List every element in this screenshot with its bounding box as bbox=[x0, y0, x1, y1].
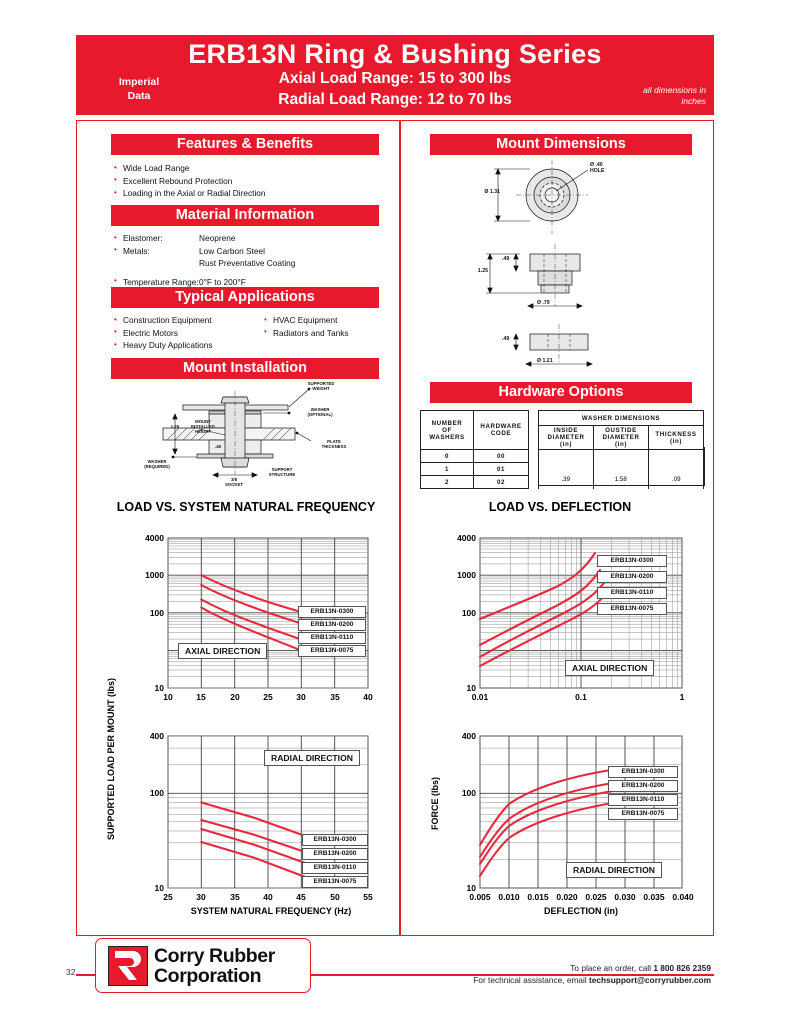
units-note-line1: all dimensions in bbox=[643, 85, 706, 95]
material-key: • Temperature Range: bbox=[113, 276, 199, 289]
legend-item: ERB13N-0300 bbox=[298, 606, 366, 618]
hardware-options-heading: Hardware Options bbox=[498, 384, 624, 400]
yaxis-label-force: FORCE (lbs) bbox=[430, 777, 440, 830]
header-washer-dimensions: WASHER DIMENSIONS bbox=[539, 411, 704, 426]
features-heading: Features & Benefits bbox=[176, 136, 314, 152]
chart-radial-deflection bbox=[432, 728, 712, 928]
xtick-2: 0.015 bbox=[527, 892, 549, 902]
direction-label-radial: RADIAL DIRECTION bbox=[264, 750, 360, 766]
table-gap bbox=[529, 450, 539, 463]
legend-item: ERB13N-0300 bbox=[597, 555, 667, 567]
xtick-20: 20 bbox=[230, 692, 240, 702]
socket-label: 3/8 SOCKET bbox=[225, 477, 243, 487]
table-gap bbox=[529, 463, 539, 476]
header-number-of-washers: NUMBER OF WASHERS bbox=[421, 411, 474, 450]
direction-label-axial: AXIAL DIRECTION bbox=[565, 660, 654, 676]
cell-washers: 1 bbox=[421, 463, 474, 476]
xtick-4: 0.025 bbox=[585, 892, 607, 902]
xtick-30: 30 bbox=[196, 892, 206, 902]
applications-column-2 bbox=[263, 314, 383, 352]
support-line bbox=[473, 974, 711, 986]
header-inside-diameter: INSIDE DIAMETER (in) bbox=[539, 426, 594, 450]
chart-radial-frequency bbox=[96, 728, 396, 928]
support-email: techsupport@corryrubber.com bbox=[589, 975, 711, 985]
logo-glyph-icon bbox=[109, 947, 146, 984]
mount-installation-heading: Mount Installation bbox=[182, 360, 308, 376]
value-thickness: .09 bbox=[649, 447, 705, 486]
xtick-15: 15 bbox=[196, 692, 206, 702]
support-text: For technical assistance, email bbox=[473, 975, 590, 985]
cap-thickness-dimension: .49 bbox=[502, 256, 510, 262]
ytick-10: 10 bbox=[466, 883, 476, 893]
list-item: • HVAC Equipment bbox=[263, 314, 383, 327]
features-heading-bar bbox=[111, 134, 379, 155]
xtick-35: 35 bbox=[230, 892, 240, 902]
applications-list bbox=[113, 314, 383, 352]
order-phone: 1 800 826 2359 bbox=[653, 963, 711, 973]
xtick-1: 1 bbox=[679, 692, 685, 702]
top-view-diameter: Ø 1.31 bbox=[484, 189, 500, 195]
material-key: • Metals: bbox=[113, 245, 199, 258]
hex-size-value: .46 bbox=[215, 444, 221, 449]
page-title: ERB13N Ring & Bushing Series bbox=[188, 39, 602, 69]
features-list bbox=[113, 162, 383, 200]
axial-load-range: Axial Load Range: 15 to 300 lbs bbox=[278, 70, 512, 87]
ytick-100: 100 bbox=[149, 608, 164, 618]
units-note-line2: inches bbox=[681, 96, 706, 106]
mount-installation-heading-bar bbox=[111, 358, 379, 379]
xtick-7: 0.040 bbox=[672, 892, 694, 902]
supported-weight-label: SUPPORTED WEIGHT bbox=[307, 381, 335, 391]
cell-washers: 0 bbox=[421, 450, 474, 463]
cell-code: 01 bbox=[474, 463, 529, 476]
legend-item: ERB13N-0075 bbox=[608, 808, 678, 820]
header-hardware-code: HARDWARE CODE bbox=[474, 411, 529, 450]
xtick-1: 0.010 bbox=[498, 892, 520, 902]
mount-dimensions-heading: Mount Dimensions bbox=[496, 136, 626, 152]
chart-axial-deflection bbox=[432, 528, 712, 718]
table-gap bbox=[529, 426, 539, 450]
legend-item: ERB13N-0200 bbox=[608, 780, 678, 792]
material-heading-bar bbox=[111, 205, 379, 226]
xtick-50: 50 bbox=[330, 892, 340, 902]
ytick-100: 100 bbox=[149, 788, 164, 798]
ytick-10: 10 bbox=[466, 683, 476, 693]
applications-column-1 bbox=[113, 314, 263, 352]
material-list bbox=[113, 232, 383, 288]
material-value-cont: Rust Preventative Coating bbox=[199, 258, 296, 269]
direction-label-radial: RADIAL DIRECTION bbox=[566, 862, 662, 878]
ytick-100: 100 bbox=[461, 788, 476, 798]
xtick-3: 0.020 bbox=[556, 892, 578, 902]
xaxis-label-frequency: SYSTEM NATURAL FREQUENCY (Hz) bbox=[190, 906, 352, 916]
hardware-options-heading-bar bbox=[430, 382, 692, 403]
bushing-diameter-dimension: Ø .79 bbox=[537, 300, 550, 306]
value-outside-diameter: 1.58 bbox=[594, 447, 650, 486]
material-key-spacer bbox=[113, 257, 199, 270]
washer-required-label: WASHER (REQUIRED) bbox=[144, 459, 170, 469]
material-row-metals-cont bbox=[113, 257, 383, 270]
legend-item: ERB13N-0110 bbox=[608, 794, 678, 806]
company-name-line2: Corporation bbox=[154, 964, 262, 987]
applications-heading-bar bbox=[111, 287, 379, 308]
xtick-30: 30 bbox=[296, 692, 306, 702]
direction-label-axial: AXIAL DIRECTION bbox=[178, 643, 267, 659]
company-logo bbox=[95, 938, 311, 993]
legend-item: ERB13N-0110 bbox=[597, 587, 667, 599]
material-key: • Elastomer: bbox=[113, 232, 199, 245]
xtick-45: 45 bbox=[296, 892, 306, 902]
ytick-4000: 4000 bbox=[457, 533, 476, 543]
legend-item: ERB13N-0200 bbox=[597, 571, 667, 583]
radial-load-range: Radial Load Range: 12 to 70 lbs bbox=[278, 91, 512, 108]
legend-item: ERB13N-0110 bbox=[298, 632, 366, 644]
list-item: • Construction Equipment bbox=[113, 314, 263, 327]
units-note bbox=[596, 85, 706, 107]
legend-item: ERB13N-0075 bbox=[302, 876, 368, 888]
legend-item: ERB13N-0075 bbox=[597, 603, 667, 615]
table-gap bbox=[529, 411, 539, 426]
ytick-4000: 4000 bbox=[145, 533, 164, 543]
installed-height-value: 1.25 bbox=[170, 424, 179, 429]
hardware-options-table bbox=[420, 410, 704, 489]
xtick-0: 0.005 bbox=[469, 892, 491, 902]
order-text: To place an order, call bbox=[570, 963, 654, 973]
cell-washers: 2 bbox=[421, 476, 474, 489]
overall-height-dimension: 1.25 bbox=[477, 268, 488, 274]
washer-diameter-dimension: Ø 1.21 bbox=[537, 358, 553, 364]
hole-dimension: Ø .40 HOLE bbox=[590, 162, 605, 174]
plate-thickness-label: PLATE THICKNESS bbox=[321, 439, 347, 449]
mount-dimensions-heading-bar bbox=[430, 134, 692, 155]
ytick-400: 400 bbox=[461, 731, 476, 741]
ytick-1000: 1000 bbox=[145, 570, 164, 580]
company-name bbox=[154, 947, 275, 986]
material-value: 0°F to 200°F bbox=[199, 276, 246, 287]
imperial-label-line1: Imperial bbox=[118, 76, 160, 88]
list-item: • Excellent Rebound Protection bbox=[113, 175, 383, 188]
imperial-label-line2: Data bbox=[127, 90, 151, 102]
list-item: • Loading in the Axial or Radial Direction bbox=[113, 187, 383, 200]
chart-axial-frequency bbox=[96, 528, 396, 718]
chart-title-frequency: LOAD VS. SYSTEM NATURAL FREQUENCY bbox=[116, 500, 376, 514]
ytick-400: 400 bbox=[149, 731, 164, 741]
legend-item: ERB13N-0075 bbox=[298, 645, 366, 657]
cell-code: 02 bbox=[474, 476, 529, 489]
material-value: Neoprene bbox=[199, 233, 236, 243]
mount-dimensions-diagram bbox=[420, 158, 700, 378]
ytick-10: 10 bbox=[154, 883, 164, 893]
legend-item: ERB13N-0300 bbox=[608, 766, 678, 778]
washer-thickness-dimension: .49 bbox=[502, 336, 510, 342]
xtick-35: 35 bbox=[330, 692, 340, 702]
legend-item: ERB13N-0300 bbox=[302, 834, 368, 846]
xtick-55: 55 bbox=[363, 892, 373, 902]
washer-optional-label: WASHER (OPTIONAL) bbox=[307, 407, 333, 417]
mount-installed-height-label: MOUNT INSTALLED HEIGHT bbox=[191, 419, 215, 434]
list-item: • Electric Motors bbox=[113, 327, 263, 340]
chart-title-deflection: LOAD VS. DEFLECTION bbox=[488, 500, 632, 514]
cell-code: 00 bbox=[474, 450, 529, 463]
yaxis-label-supported-load: SUPPORTED LOAD PER MOUNT (lbs) bbox=[106, 677, 116, 840]
xtick-25: 25 bbox=[163, 892, 173, 902]
table-gap bbox=[529, 476, 539, 489]
washer-values-row bbox=[538, 447, 705, 486]
xtick-10: 10 bbox=[163, 692, 173, 702]
list-item: • Radiators and Tanks bbox=[263, 327, 383, 340]
value-inside-diameter: .39 bbox=[538, 447, 594, 486]
material-row-metals bbox=[113, 245, 383, 258]
support-structure-label: SUPPORT STRUCTURE bbox=[268, 467, 296, 477]
imperial-data-label bbox=[94, 75, 184, 103]
legend-item: ERB13N-0200 bbox=[302, 848, 368, 860]
order-line bbox=[473, 962, 711, 974]
legend-item: ERB13N-0110 bbox=[302, 862, 368, 874]
header-thickness: THICKNESS (in) bbox=[649, 426, 704, 450]
header-outside-diameter: OUSTIDE DIAMETER (in) bbox=[594, 426, 649, 450]
ytick-10: 10 bbox=[154, 683, 164, 693]
xtick-40: 40 bbox=[363, 692, 373, 702]
column-divider bbox=[399, 120, 401, 936]
xtick-0.01: 0.01 bbox=[471, 692, 489, 702]
material-value: Low Carbon Steel bbox=[199, 245, 265, 256]
legend-item: ERB13N-0200 bbox=[298, 619, 366, 631]
list-item: • Wide Load Range bbox=[113, 162, 383, 175]
page-header bbox=[76, 35, 714, 115]
applications-heading: Typical Applications bbox=[175, 289, 315, 305]
mount-installation-diagram bbox=[113, 383, 399, 493]
xtick-5: 0.030 bbox=[614, 892, 636, 902]
xaxis-label-deflection: DEFLECTION (in) bbox=[544, 906, 618, 916]
material-row-elastomer bbox=[113, 232, 383, 245]
xtick-40: 40 bbox=[263, 892, 273, 902]
xtick-6: 0.035 bbox=[643, 892, 665, 902]
xtick-25: 25 bbox=[263, 692, 273, 702]
material-heading: Material Information bbox=[175, 207, 315, 223]
footer-contact bbox=[473, 962, 711, 986]
page-number: 32 bbox=[66, 967, 76, 977]
company-name-line1: Corry Rubber bbox=[154, 945, 275, 967]
corry-logo-icon bbox=[108, 946, 148, 986]
ytick-100: 100 bbox=[461, 608, 476, 618]
ytick-1000: 1000 bbox=[457, 570, 476, 580]
xtick-0.1: 0.1 bbox=[575, 692, 587, 702]
list-item: • Heavy Duty Applications bbox=[113, 339, 263, 352]
